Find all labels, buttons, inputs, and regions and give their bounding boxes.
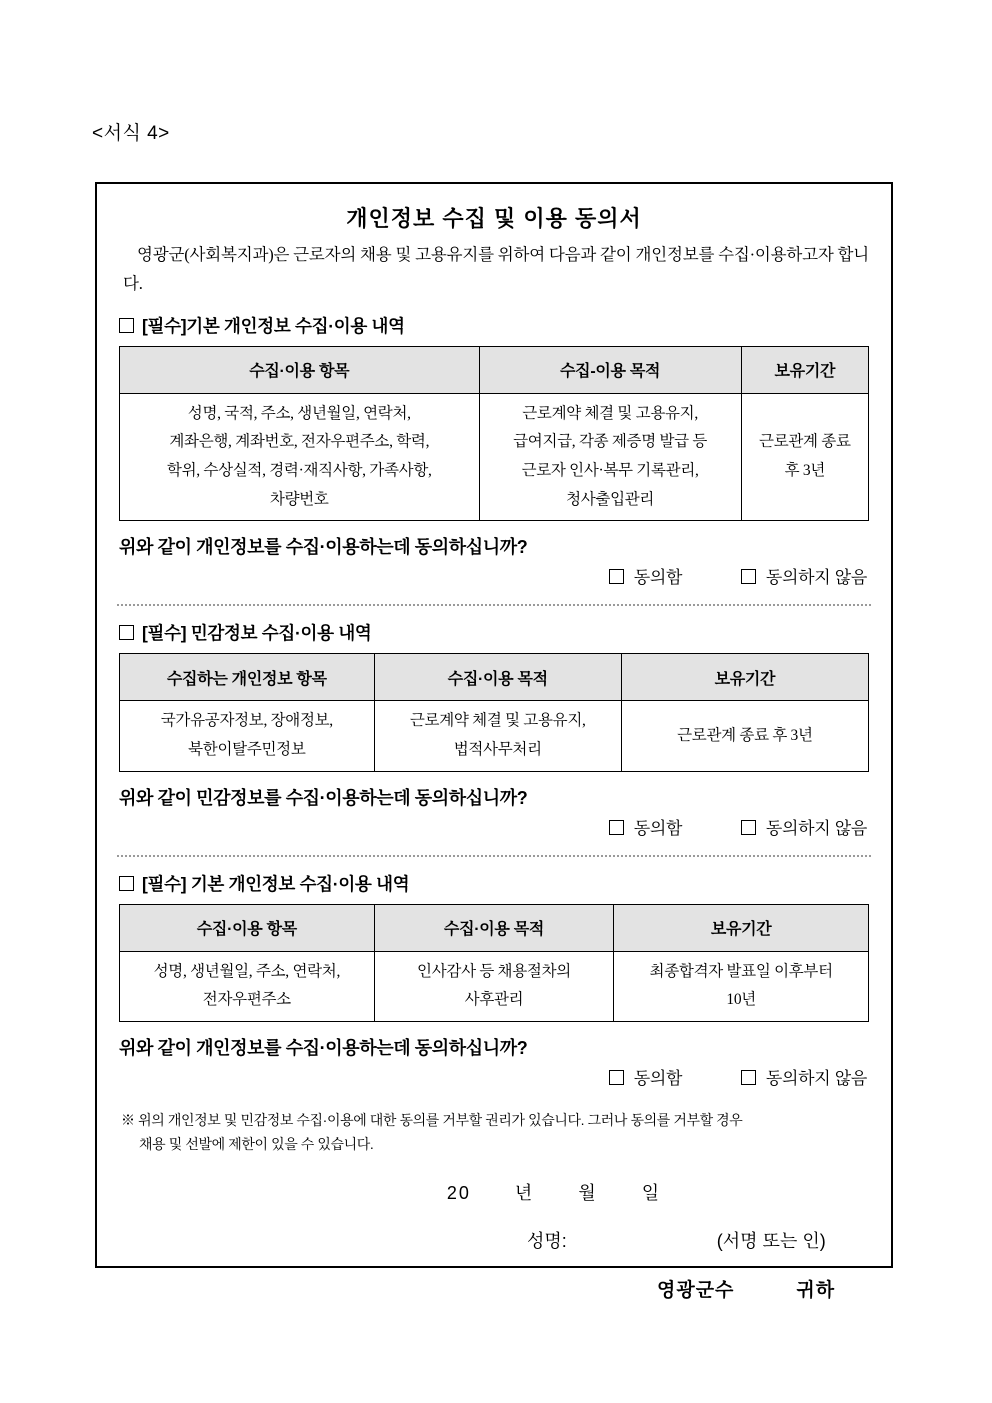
disagree-label-2: 동의하지 않음 — [765, 818, 867, 838]
consent-answers-2 — [97, 814, 867, 839]
page-title: 개인정보 수집 및 이용 동의서 — [346, 206, 642, 231]
date-year-unit: 년 — [514, 1182, 535, 1203]
table-cell: 근로관계 종료 후 3년 — [741, 393, 868, 521]
section-checkbox-2[interactable] — [119, 625, 134, 640]
table-cell: 국가유공자정보, 장애정보, 북한이탈주민정보 — [120, 701, 375, 771]
section-divider-1 — [117, 604, 871, 606]
data-table-3 — [119, 904, 869, 1022]
consent-question-3: 위와 같이 개인정보를 수집·이용하는데 동의하십니까? — [119, 1038, 528, 1059]
agree-checkbox-3[interactable] — [609, 1070, 624, 1085]
section-heading-1-label: [필수]기본 개인정보 수집·이용 내역 — [142, 315, 405, 336]
table-row — [120, 393, 869, 521]
column-header: 수집하는 개인정보 항목 — [120, 654, 375, 701]
agree-label-1: 동의함 — [633, 568, 683, 588]
agree-label-2: 동의함 — [633, 818, 683, 838]
agree-option-3[interactable] — [609, 1064, 682, 1089]
disclaimer-note — [121, 1109, 867, 1157]
column-header: 수집·이용 항목 — [120, 346, 480, 393]
disagree-checkbox-2[interactable] — [741, 820, 756, 835]
table-header-row — [120, 654, 869, 701]
section-heading-2 — [119, 620, 891, 645]
note-marker: ※ — [121, 1112, 135, 1129]
section-checkbox-1[interactable] — [119, 318, 134, 333]
section-divider-2 — [117, 855, 871, 857]
date-line — [97, 1179, 891, 1205]
column-header: 수집·이용 목적 — [374, 654, 621, 701]
column-header: 보유기간 — [741, 346, 868, 393]
disagree-option-3[interactable] — [741, 1064, 867, 1089]
disagree-checkbox-3[interactable] — [741, 1070, 756, 1085]
name-label: 성명: — [527, 1230, 567, 1251]
section-heading-2-label: [필수] 민감정보 수집·이용 내역 — [142, 623, 372, 644]
column-header: 수집-이용 목적 — [479, 346, 741, 393]
date-month-unit: 월 — [578, 1182, 598, 1203]
consent-answers-1 — [97, 563, 867, 588]
data-table-1 — [119, 346, 869, 522]
agree-checkbox-2[interactable] — [609, 820, 624, 835]
table-cell: 성명, 국적, 주소, 생년월일, 연락처, 계좌은행, 계좌번호, 전자우편주소, 학력, 학위, 수상실적, 경력·재직사항, 가족사항, 차량번호 — [120, 393, 480, 521]
table-cell: 근로계약 체결 및 고용유지, 법적사무처리 — [374, 701, 621, 771]
table-cell: 근로관계 종료 후 3년 — [621, 701, 868, 771]
column-header: 수집·이용 항목 — [120, 904, 375, 951]
consent-question-2: 위와 같이 민감정보를 수집·이용하는데 동의하십니까? — [119, 787, 528, 808]
disagree-option-2[interactable] — [741, 814, 867, 839]
consent-form-box — [95, 182, 893, 1301]
date-year-value[interactable]: 20 — [446, 1182, 471, 1203]
signature-line — [97, 1227, 891, 1253]
signature-hint: (서명 또는 인) — [716, 1230, 826, 1251]
table-cell: 최종합격자 발표일 이후부터 10년 — [614, 951, 869, 1021]
disagree-label-1: 동의하지 않음 — [765, 568, 867, 588]
agree-checkbox-1[interactable] — [609, 569, 624, 584]
note-text-1: 위의 개인정보 및 민감정보 수집·이용에 대한 동의를 거부할 권리가 있습니다. 그러나 동의를 거부할 경우 — [138, 1112, 743, 1129]
agree-option-1[interactable] — [609, 563, 682, 588]
form-number-tag: <서식 4> — [92, 123, 170, 144]
disagree-checkbox-1[interactable] — [741, 569, 756, 584]
note-text-2: 채용 및 선발에 제한이 있을 수 있습니다. — [139, 1135, 374, 1152]
section-heading-3 — [119, 871, 891, 896]
consent-question-1: 위와 같이 개인정보를 수집·이용하는데 동의하십니까? — [119, 537, 528, 558]
table-cell: 근로계약 체결 및 고용유지, 급여지급, 각종 제증명 발급 등 근로자 인사·복무 기록관리, 청사출입관리 — [479, 393, 741, 521]
data-table-2 — [119, 653, 869, 771]
table-cell: 성명, 생년월일, 주소, 연락처, 전자우편주소 — [120, 951, 375, 1021]
table-cell: 인사감사 등 채용절차의 사후관리 — [374, 951, 614, 1021]
disclaimer-line-1 — [121, 1109, 867, 1133]
section-checkbox-3[interactable] — [119, 876, 134, 891]
table-row — [120, 701, 869, 771]
disagree-option-1[interactable] — [741, 563, 867, 588]
column-header: 보유기간 — [614, 904, 869, 951]
table-header-row — [120, 904, 869, 951]
section-heading-1 — [119, 313, 891, 338]
agree-option-2[interactable] — [609, 814, 682, 839]
agree-label-3: 동의함 — [633, 1069, 683, 1089]
section-heading-3-label: [필수] 기본 개인정보 수집·이용 내역 — [142, 873, 410, 894]
table-header-row — [120, 346, 869, 393]
recipient-name: 영광군수 — [657, 1279, 735, 1301]
recipient-line — [97, 1275, 891, 1302]
date-day-unit: 일 — [641, 1182, 662, 1203]
recipient-honorific: 귀하 — [796, 1279, 836, 1301]
column-header: 보유기간 — [621, 654, 868, 701]
table-row — [120, 951, 869, 1021]
disagree-label-3: 동의하지 않음 — [765, 1069, 867, 1089]
consent-answers-3 — [97, 1064, 867, 1089]
column-header: 수집·이용 목적 — [374, 904, 614, 951]
intro-paragraph: 영광군(사회복지과)은 근로자의 채용 및 고용유지를 위하여 다음과 같이 개인정보를 수집·이용하고자 합니다. — [123, 245, 869, 293]
